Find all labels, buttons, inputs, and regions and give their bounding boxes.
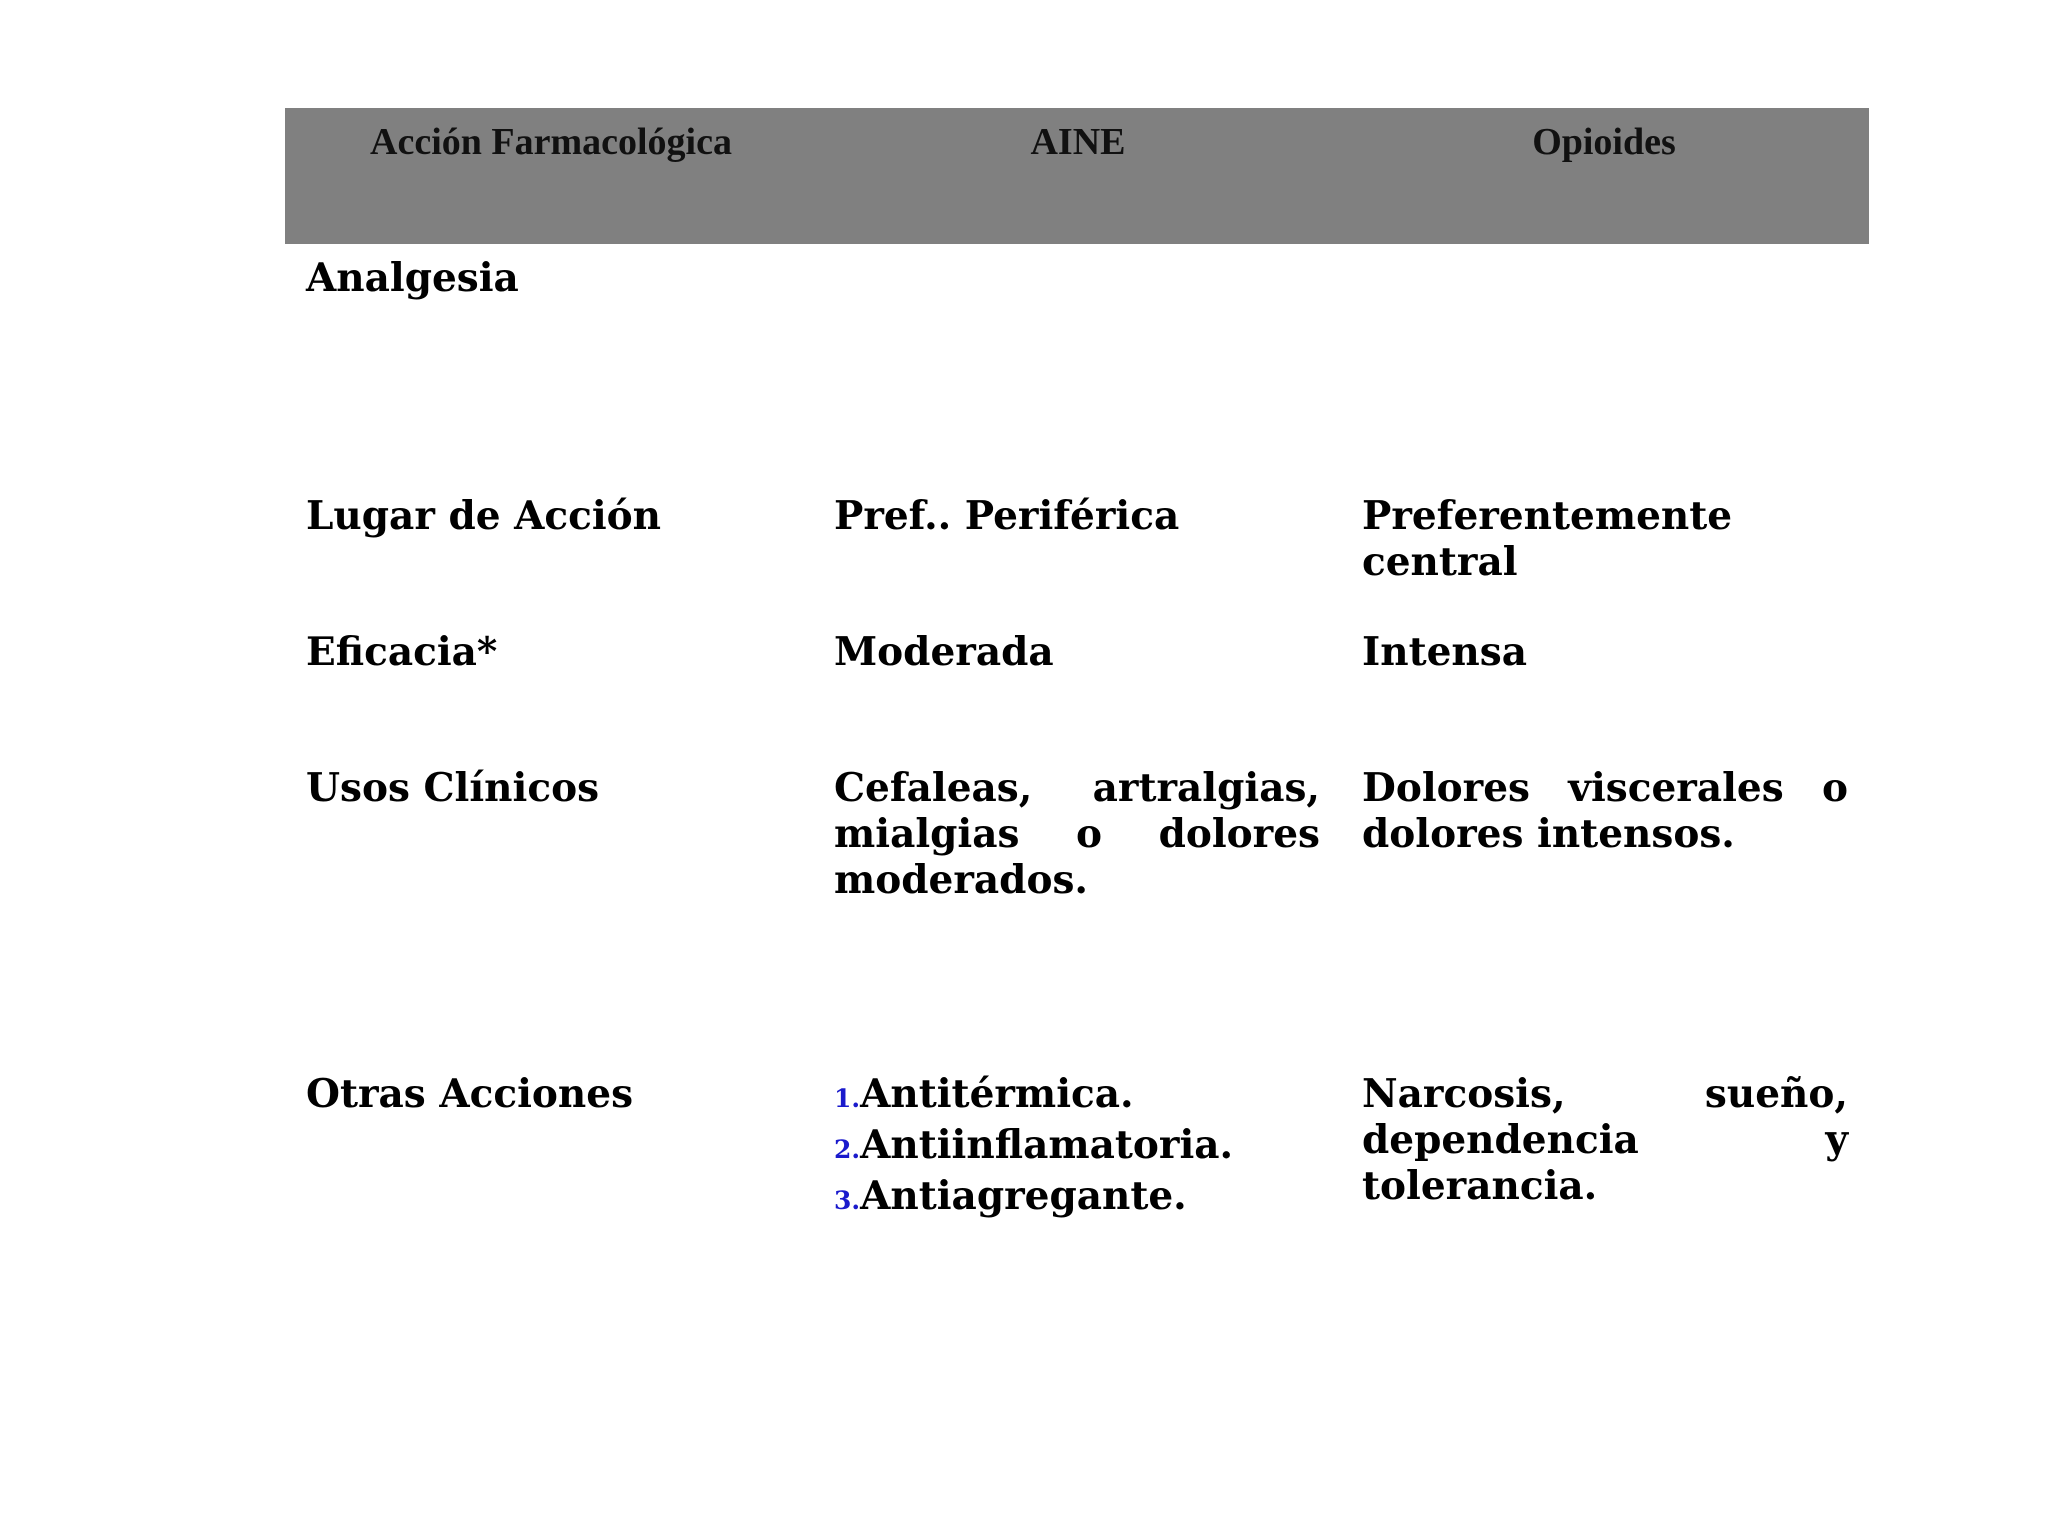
cell-usos-aine: Cefaleas, artralgias, mialgias o dolores moderados. — [834, 765, 1320, 903]
list-item — [834, 1071, 1320, 1122]
cell-eficacia-aine: Moderada — [834, 629, 1054, 675]
cell-usos-opioides: Dolores viscerales o dolores intensos. — [1362, 765, 1848, 857]
list-text: Antiinflamatoria. — [860, 1122, 1234, 1168]
otras-acciones-aine-list — [834, 1071, 1320, 1224]
row-label-lugar-de-accion: Lugar de Acción — [306, 493, 662, 539]
list-item — [834, 1173, 1320, 1224]
row-label-otras-acciones: Otras Acciones — [306, 1071, 634, 1117]
cell-otras-aine — [834, 1071, 1320, 1224]
list-text: Antitérmica. — [860, 1071, 1134, 1117]
row-label-usos-clinicos: Usos Clínicos — [306, 765, 600, 811]
list-number: 1. — [834, 1084, 861, 1113]
list-number: 2. — [834, 1135, 861, 1164]
row-label-eficacia: Eficacia* — [306, 629, 498, 675]
cell-otras-opioides: Narcosis, sueño, dependencia y tolerancia. — [1362, 1071, 1848, 1209]
header-aine: AINE — [1030, 121, 1126, 163]
row-label-analgesia: Analgesia — [306, 255, 519, 301]
cell-eficacia-opioides: Intensa — [1362, 629, 1528, 675]
header-opioides: Opioides — [1532, 121, 1676, 163]
header-accion-farmacologica: Acción Farmacológica — [370, 121, 732, 163]
list-item — [834, 1122, 1320, 1173]
list-number: 3. — [834, 1186, 861, 1215]
cell-lugar-aine: Pref.. Periférica — [834, 493, 1180, 539]
cell-lugar-opioides: Preferentemente central — [1362, 493, 1733, 585]
list-text: Antiagregante. — [860, 1173, 1187, 1219]
